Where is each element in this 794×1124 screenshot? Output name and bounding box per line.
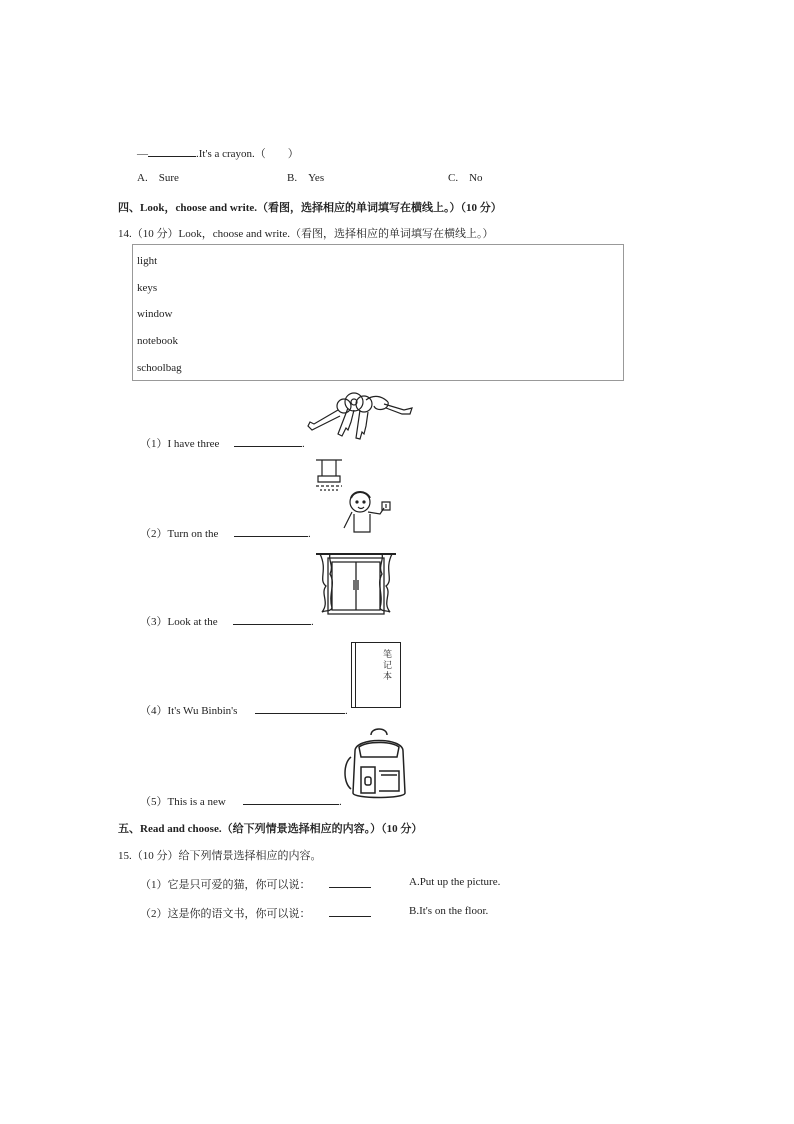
word-light: light (137, 255, 158, 267)
q13-line (137, 145, 299, 161)
word-schoolbag: schoolbag (137, 362, 182, 374)
q14-item-4: （4）It's Wu Binbin's (140, 705, 238, 717)
answer-blank (148, 145, 196, 157)
q14-item-5: （5）This is a new (140, 796, 226, 808)
notebook-cover-text: 笔记本 (383, 649, 393, 681)
q14-stem: 14.（10 分）Look，choose and write.（看图，选择相应的单词填写在横线上。） (118, 228, 494, 240)
item4-answer-blank[interactable]: . (255, 702, 348, 717)
q15-item-2: （2）这是你的语文书，你可以说： (140, 908, 311, 920)
notebook-icon (351, 642, 401, 708)
dash: — (137, 148, 148, 160)
q15-item2-answer-blank[interactable] (329, 905, 371, 920)
item5-answer-blank[interactable]: . (243, 793, 342, 808)
boy-with-light-switch-icon (340, 488, 396, 534)
word-keys: keys (137, 282, 158, 294)
q15-item1-answer-blank[interactable] (329, 876, 371, 891)
q15-choice-b: B.It's on the floor. (409, 905, 489, 917)
word-notebook: notebook (137, 335, 178, 347)
q15-choice-a: A.Put up the picture. (409, 876, 501, 888)
q15-item-1: （1）它是只可爱的猫，你可以说： (140, 879, 311, 891)
item2-answer-blank[interactable]: . (234, 525, 311, 540)
q14-item-1: （1）I have three (140, 438, 220, 450)
q14-item-3: （3）Look at the (140, 616, 218, 628)
section4-heading: 四、Look，choose and write.（看图，选择相应的单词填写在横线上。）（10 分） (118, 202, 502, 214)
word-window: window (137, 308, 173, 320)
option-c: C. No (448, 172, 483, 184)
q15-stem: 15.（10 分）给下列情景选择相应的内容。 (118, 850, 322, 862)
q13-sentence: .It's a crayon.（ ） (196, 148, 299, 160)
q14-item-2: （2）Turn on the (140, 528, 219, 540)
item3-answer-blank[interactable]: . (233, 613, 314, 628)
option-a: A. Sure (137, 172, 179, 184)
option-b: B. Yes (287, 172, 325, 184)
item1-answer-blank[interactable]: . (234, 435, 305, 450)
schoolbag-icon (343, 727, 413, 803)
window-with-curtains-icon (314, 550, 398, 618)
word-bank-box (132, 244, 624, 381)
section5-heading: 五、Read and choose.（给下列情景选择相应的内容。）（10 分） (118, 823, 423, 835)
keys-icon (304, 388, 416, 444)
